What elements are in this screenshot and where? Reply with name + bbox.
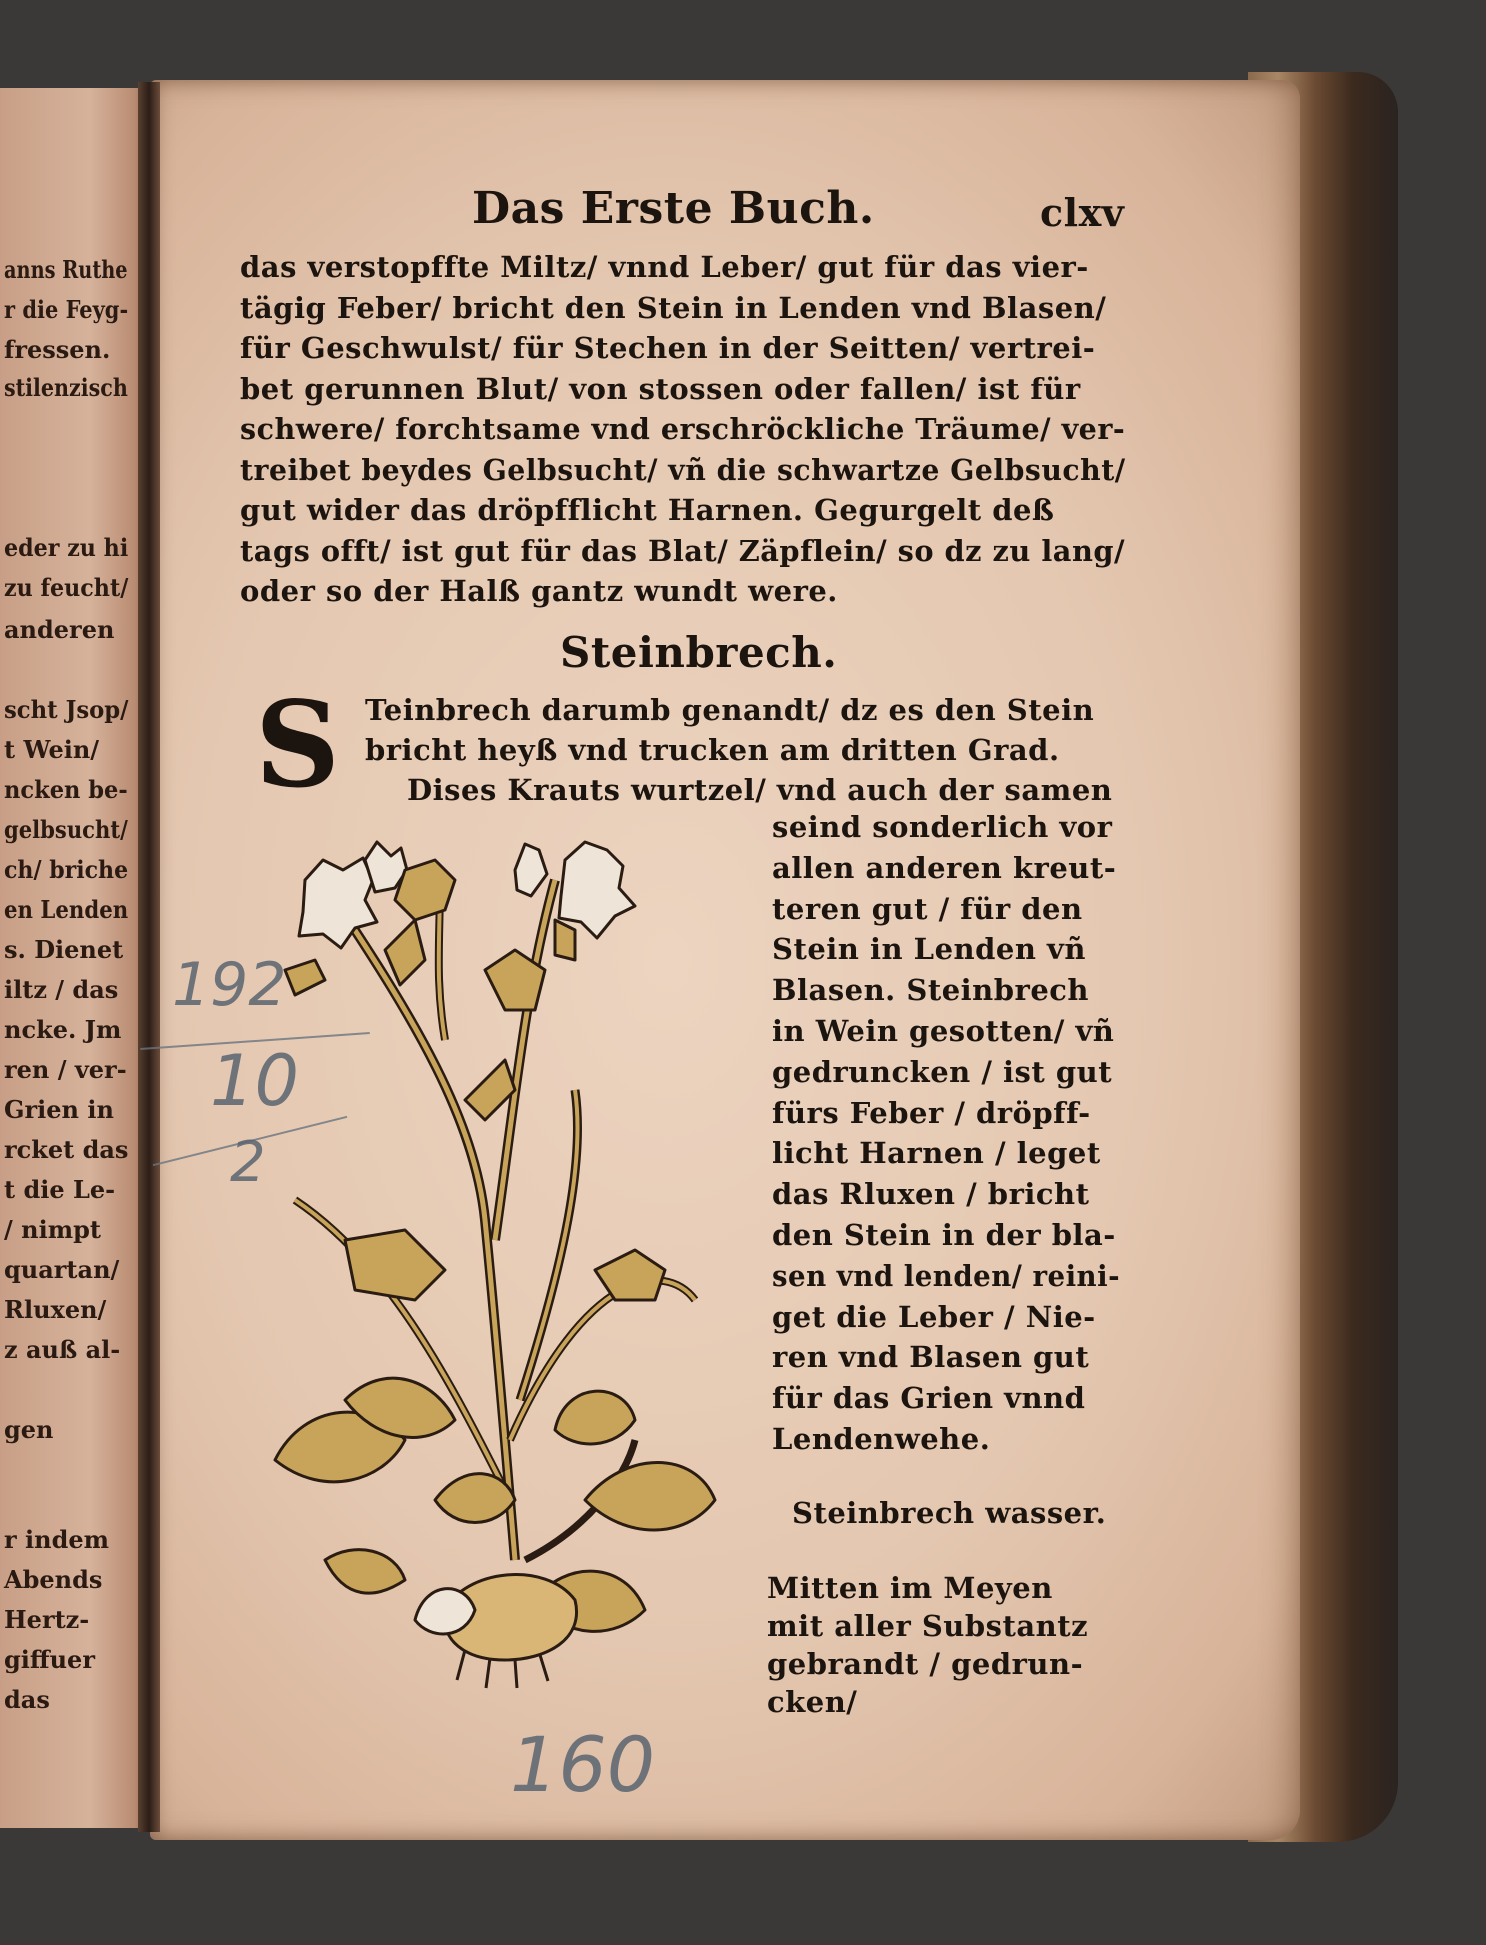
book-gutter: [138, 82, 160, 1832]
subheading: Steinbrech wasser.: [792, 1496, 1107, 1530]
running-title: Das Erste Buch.: [472, 183, 875, 234]
pencil-note-192: 192: [172, 950, 287, 1020]
pencil-note-2: 2: [230, 1130, 266, 1195]
body-line-5: schwere/ forchtsame vnd erschröckliche Träume/ ver-: [240, 412, 1126, 446]
body-line-7: gut wider das dröpfflicht Harnen. Gegurgelt deß: [240, 493, 1055, 527]
left-page-fragment-15: iltz / das: [4, 975, 119, 1004]
column-line-3: teren gut / für den: [772, 891, 1083, 926]
drop-cap: S: [254, 675, 341, 814]
left-page-fragment-30: das: [4, 1685, 50, 1714]
left-page-fragment-7: anderen: [4, 615, 115, 644]
left-page-fragment-1: anns Ruthe: [4, 255, 128, 284]
body-line-4: bet gerunnen Blut/ von stossen oder fallen/ ist für: [240, 371, 1081, 406]
column-line-1: seind sonderlich vor: [772, 810, 1113, 844]
left-page-fragment-21: / nimpt: [4, 1215, 101, 1244]
left-page-fragment-24: z auß al-: [4, 1335, 121, 1364]
column-line-8: fürs Feber / dröpff-: [772, 1095, 1091, 1130]
left-page-fragment-20: t die Le-: [4, 1175, 116, 1204]
body-line-8: tags offt/ ist gut für das Blat/ Zäpflein/ so dz zu lang/: [240, 533, 1126, 568]
left-page-fragment-6: zu feucht/: [4, 573, 129, 602]
column-line-11: den Stein in der bla-: [772, 1218, 1116, 1252]
left-page-fragment-29: giffuer: [4, 1645, 95, 1674]
left-page-fragment-13: en Lenden: [4, 895, 129, 924]
column-line-7: gedruncken / ist gut: [772, 1054, 1113, 1089]
intro-line-2: bricht heyß vnd trucken am dritten Grad.: [365, 733, 1060, 767]
paragraph-first-line: Dises Krauts wurtzel/ vnd auch der samen: [407, 773, 1113, 807]
left-page-fragment-18: Grien in: [4, 1095, 114, 1124]
left-page-fragment-19: rcket das: [4, 1135, 129, 1164]
left-page-fragment-12: ch/ briche: [4, 855, 129, 884]
left-page-fragment-26: r indem: [4, 1525, 110, 1554]
column-line-2: allen anderen kreut-: [772, 850, 1117, 885]
left-page-fragment-5: eder zu hi: [4, 533, 129, 562]
left-page-fragment-2: r die Feyg-: [4, 295, 129, 324]
left-page-fragment-22: quartan/: [4, 1255, 120, 1284]
folio-number: clxv: [1040, 190, 1125, 235]
column-line-14: ren vnd Blasen gut: [772, 1340, 1090, 1375]
body-line-3: für Geschwulst/ für Stechen in der Seitten/ vertrei-: [240, 331, 1096, 365]
column-line-13: get die Leber / Nie-: [772, 1299, 1096, 1334]
section-title: Steinbrech.: [560, 628, 838, 677]
body-line-1: das verstopffte Miltz/ vnnd Leber/ gut für das vier-: [240, 250, 1089, 284]
left-page-fragment-9: t Wein/: [4, 735, 100, 764]
steinbrech-woodcut-illustration: [265, 840, 750, 1690]
column-line-12: sen vnd lenden/ reini-: [772, 1258, 1121, 1293]
body-line-9: oder so der Halß gantz wundt were.: [240, 574, 838, 608]
column-line-6: in Wein gesotten/ vñ: [772, 1014, 1115, 1048]
left-page-fragment-4: stilenzisch: [4, 373, 128, 402]
left-page-fragment-28: Hertz-: [4, 1605, 90, 1634]
intro-line-1: Teinbrech darumb genandt/ dz es den Stein: [365, 693, 1095, 727]
column-line-16: Lendenwehe.: [772, 1422, 991, 1456]
left-page-fragment-3: fressen.: [4, 335, 111, 364]
left-page-fragment-14: s. Dienet: [4, 935, 124, 964]
column-line-5: Blasen. Steinbrech: [772, 973, 1090, 1008]
body-line-2: tägig Feber/ bricht den Stein in Lenden vnd Blasen/: [240, 290, 1107, 325]
left-page-fragment-25: gen: [4, 1415, 54, 1444]
body-line-6: treibet beydes Gelbsucht/ vñ die schwartze Gelbsucht/: [240, 452, 1126, 487]
sub-line-3: gebrandt / gedrun-: [767, 1647, 1084, 1681]
pencil-note-160: 160: [510, 1720, 656, 1809]
pencil-note-10: 10: [210, 1040, 300, 1122]
column-line-10: das Rluxen / bricht: [772, 1177, 1090, 1212]
sub-line-2: mit aller Substantz: [767, 1609, 1089, 1643]
left-page-fragment-23: Rluxen/: [4, 1295, 107, 1324]
left-page-fragment-16: ncke. Jm: [4, 1015, 122, 1044]
sub-line-1: Mitten im Meyen: [767, 1571, 1053, 1605]
column-line-15: für das Grien vnnd: [772, 1381, 1086, 1416]
left-page-fragment-10: ncken be-: [4, 775, 128, 804]
left-page-fragment-17: ren / ver-: [4, 1055, 127, 1084]
left-page-fragment-11: gelbsucht/: [4, 815, 128, 844]
column-line-4: Stein in Lenden vñ: [772, 932, 1086, 967]
left-page-fragment-27: Abends: [4, 1565, 103, 1594]
sub-line-4: cken/: [767, 1685, 858, 1719]
left-page-fragment-8: scht Jsop/: [4, 695, 129, 724]
column-line-9: licht Harnen / leget: [772, 1136, 1101, 1171]
